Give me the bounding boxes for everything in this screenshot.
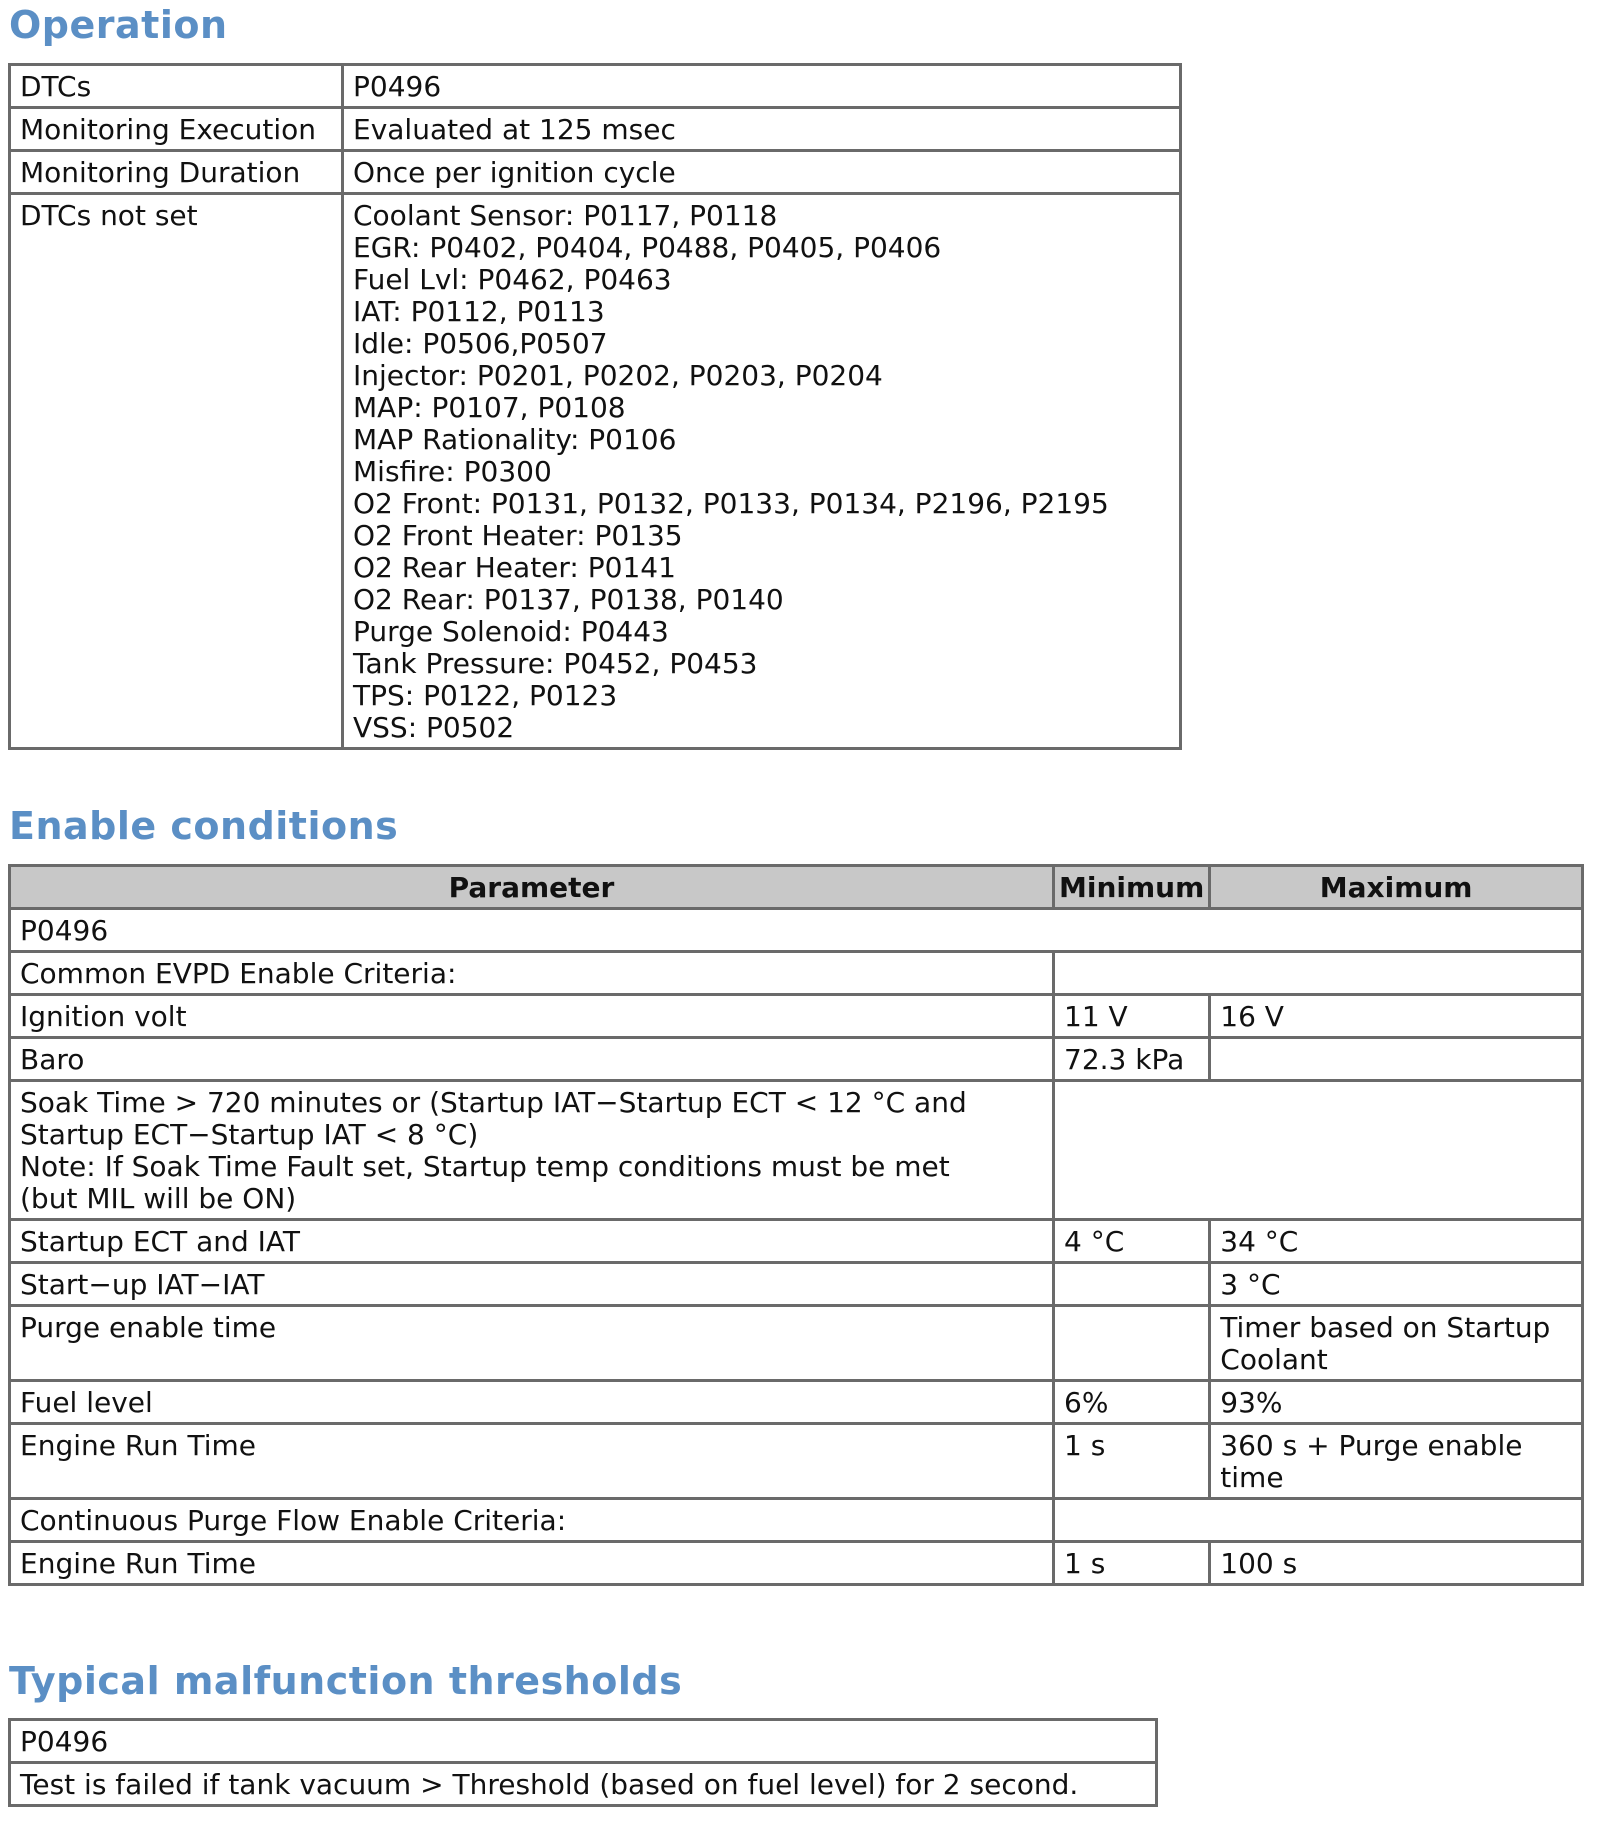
thresholds-heading: Typical malfunction thresholds xyxy=(9,1659,683,1703)
minimum-cell: 6% xyxy=(1054,1381,1210,1424)
parameter-cell: Engine Run Time xyxy=(10,1542,1054,1585)
list-item: MAP Rationality: P0106 xyxy=(353,423,677,456)
monitoring-execution-label: Monitoring Execution xyxy=(10,108,343,151)
table-row xyxy=(10,1220,1583,1263)
minimum-cell: 1 s xyxy=(1054,1542,1210,1585)
parameter-cell: Purge enable time xyxy=(10,1306,1054,1381)
table-header-row xyxy=(10,866,1583,909)
soak-time-cell xyxy=(10,1081,1054,1220)
list-item: MAP: P0107, P0108 xyxy=(353,391,626,424)
soak-time-line: Startup ECT−Startup IAT < 8 °C) xyxy=(20,1118,479,1151)
parameter-cell: Baro xyxy=(10,1038,1054,1081)
list-item: Coolant Sensor: P0117, P0118 xyxy=(353,199,778,232)
monitoring-duration-label: Monitoring Duration xyxy=(10,151,343,194)
soak-time-note: Note: If Soak Time Fault set, Startup temp conditions must be met xyxy=(20,1150,950,1183)
list-item: O2 Front: P0131, P0132, P0133, P0134, P2196, P2195 xyxy=(353,487,1109,520)
operation-table xyxy=(8,63,1182,750)
table-row xyxy=(10,1763,1157,1806)
maximum-cell: 3 °C xyxy=(1210,1263,1583,1306)
parameter-cell: Fuel level xyxy=(10,1381,1054,1424)
operation-heading: Operation xyxy=(9,3,228,47)
dtcs-value: P0496 xyxy=(343,65,1181,108)
list-item: Idle: P0506,P0507 xyxy=(353,327,608,360)
dtcs-label: DTCs xyxy=(10,65,343,108)
parameter-cell: Startup ECT and IAT xyxy=(10,1220,1054,1263)
maximum-line: time xyxy=(1220,1461,1284,1494)
empty-cell xyxy=(1054,1499,1583,1542)
table-row xyxy=(10,194,1181,749)
list-item: Misfire: P0300 xyxy=(353,455,552,488)
monitoring-duration-value: Once per ignition cycle xyxy=(343,151,1181,194)
soak-time-line: Soak Time > 720 minutes or (Startup IAT−Startup ECT < 12 °C and xyxy=(20,1086,967,1119)
maximum-cell xyxy=(1210,1038,1583,1081)
maximum-line: Coolant xyxy=(1220,1343,1328,1376)
table-row xyxy=(10,1381,1583,1424)
maximum-cell xyxy=(1210,1424,1583,1499)
monitoring-execution-value: Evaluated at 125 msec xyxy=(343,108,1181,151)
maximum-cell: 34 °C xyxy=(1210,1220,1583,1263)
maximum-cell: 100 s xyxy=(1210,1542,1583,1585)
table-row xyxy=(10,1499,1583,1542)
list-item: O2 Front Heater: P0135 xyxy=(353,519,683,552)
table-row xyxy=(10,1306,1583,1381)
list-item: IAT: P0112, P0113 xyxy=(353,295,605,328)
maximum-cell: 93% xyxy=(1210,1381,1583,1424)
threshold-dtc: P0496 xyxy=(10,1720,1157,1763)
list-item: Tank Pressure: P0452, P0453 xyxy=(353,647,758,680)
list-item: VSS: P0502 xyxy=(353,711,515,744)
table-row xyxy=(10,1038,1583,1081)
maximum-line: 360 s + Purge enable xyxy=(1220,1429,1523,1462)
minimum-cell xyxy=(1054,1306,1210,1381)
list-item: Fuel Lvl: P0462, P0463 xyxy=(353,263,672,296)
list-item: O2 Rear Heater: P0141 xyxy=(353,551,676,584)
list-item: Purge Solenoid: P0443 xyxy=(353,615,669,648)
minimum-cell: 72.3 kPa xyxy=(1054,1038,1210,1081)
dtcs-not-set-label: DTCs not set xyxy=(10,194,343,749)
column-header-maximum: Maximum xyxy=(1210,866,1583,909)
parameter-cell: Ignition volt xyxy=(10,995,1054,1038)
soak-time-note: (but MIL will be ON) xyxy=(20,1182,297,1215)
enable-conditions-heading: Enable conditions xyxy=(9,804,399,848)
list-item: O2 Rear: P0137, P0138, P0140 xyxy=(353,583,784,616)
list-item: Injector: P0201, P0202, P0203, P0204 xyxy=(353,359,883,392)
minimum-cell: 11 V xyxy=(1054,995,1210,1038)
maximum-cell: 16 V xyxy=(1210,995,1583,1038)
dtc-row: P0496 xyxy=(10,909,1583,952)
table-row xyxy=(10,1720,1157,1763)
parameter-cell: Engine Run Time xyxy=(10,1424,1054,1499)
column-header-minimum: Minimum xyxy=(1054,866,1210,909)
table-row xyxy=(10,151,1181,194)
threshold-description: Test is failed if tank vacuum > Threshold (based on fuel level) for 2 second. xyxy=(10,1763,1157,1806)
table-row xyxy=(10,1263,1583,1306)
minimum-cell xyxy=(1054,1263,1210,1306)
maximum-line: Timer based on Startup xyxy=(1220,1311,1551,1344)
parameter-cell: Start−up IAT−IAT xyxy=(10,1263,1054,1306)
empty-cell xyxy=(1054,1081,1583,1220)
minimum-cell: 1 s xyxy=(1054,1424,1210,1499)
minimum-cell: 4 °C xyxy=(1054,1220,1210,1263)
table-row xyxy=(10,952,1583,995)
common-criteria-label: Common EVPD Enable Criteria: xyxy=(10,952,1054,995)
table-row xyxy=(10,108,1181,151)
table-row xyxy=(10,909,1583,952)
table-row xyxy=(10,1424,1583,1499)
list-item: TPS: P0122, P0123 xyxy=(353,679,618,712)
list-item: EGR: P0402, P0404, P0488, P0405, P0406 xyxy=(353,231,942,264)
maximum-cell xyxy=(1210,1306,1583,1381)
enable-conditions-table xyxy=(8,864,1584,1586)
column-header-parameter: Parameter xyxy=(10,866,1054,909)
continuous-criteria-label: Continuous Purge Flow Enable Criteria: xyxy=(10,1499,1054,1542)
empty-cell xyxy=(1054,952,1583,995)
table-row xyxy=(10,1081,1583,1220)
thresholds-table xyxy=(8,1718,1158,1807)
table-row xyxy=(10,1542,1583,1585)
table-row xyxy=(10,995,1583,1038)
table-row xyxy=(10,65,1181,108)
dtcs-not-set-list xyxy=(343,194,1181,749)
